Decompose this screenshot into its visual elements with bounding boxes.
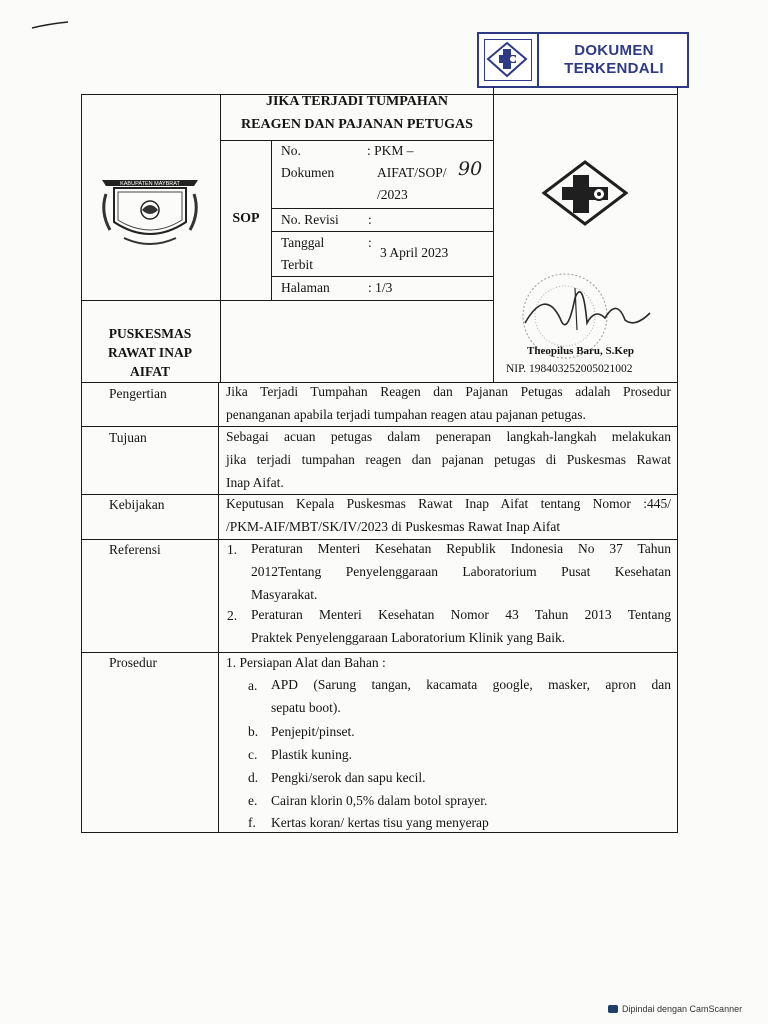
halaman-value: : 1/3 <box>368 280 393 295</box>
prosedur-item-f-letter: f. <box>248 815 256 830</box>
no-dokumen-value-3: /2023 <box>377 187 408 202</box>
header-col-divider-1 <box>220 94 221 383</box>
org-name-line-2: RAWAT INAP <box>108 345 192 360</box>
referensi-item-1 <box>251 537 671 606</box>
revisi-row-bottom <box>271 231 494 232</box>
org-name-line-3: AIFAT <box>130 364 170 379</box>
camscanner-icon <box>608 1005 618 1013</box>
tanggal-label-2: Terbit <box>281 257 314 272</box>
sop-label: SOP <box>232 211 260 226</box>
pen-mark <box>30 14 70 34</box>
referensi-item-1-number: 1. <box>227 542 238 557</box>
tujuan-line-1: Sebagai acuan petugas dalam penerapan langkah-langkah melakukan <box>226 429 671 444</box>
prosedur-item-d-letter: d. <box>248 770 259 785</box>
tujuan-text <box>226 425 671 494</box>
tujuan-line-3: Inap Aifat. <box>226 475 284 490</box>
puskesmas-logo <box>540 160 630 226</box>
tanggal-colon: : <box>368 235 372 250</box>
health-cross-icon <box>484 39 532 81</box>
no-dokumen-label-2: Dokumen <box>281 165 335 180</box>
no-dokumen-value-2: AIFAT/SOP/ <box>377 165 447 180</box>
scanner-watermark <box>608 1004 742 1014</box>
stamp-divider <box>537 34 539 86</box>
prosedur-item-c-text: Plastik kuning. <box>271 747 353 762</box>
pengertian-line-1: Jika Terjadi Tumpahan Reagen dan Pajanan Petugas adalah Prosedur <box>226 384 671 399</box>
prosedur-item-e-letter: e. <box>248 793 258 808</box>
referensi-item-2-line-2: Praktek Penyelenggaraan Laboratorium Klinik yang Baik. <box>251 630 566 645</box>
referensi-item-2 <box>251 603 671 649</box>
no-dokumen-handwritten: 90 <box>458 158 483 180</box>
prosedur-item-f-text: Kertas koran/ kertas tisu yang menyerap <box>271 815 489 830</box>
tujuan-label: Tujuan <box>109 430 147 445</box>
referensi-label: Referensi <box>109 542 161 557</box>
prosedur-item-a <box>271 673 671 719</box>
kebijakan-line-2: /PKM-AIF/MBT/SK/IV/2023 di Puskesmas Rawat Inap Aifat <box>226 519 561 534</box>
referensi-row-bottom <box>81 652 678 653</box>
prosedur-item-d-text: Pengki/serok dan sapu kecil. <box>271 770 426 785</box>
pengertian-line-2: penanganan apabila terjadi tumpahan reagen atau pajanan petugas. <box>226 407 586 422</box>
scanner-text: Dipindai dengan CamScanner <box>622 1004 743 1014</box>
no-dokumen-value-1: : PKM – <box>367 143 414 158</box>
pengertian-text <box>226 380 671 426</box>
controlled-document-stamp <box>477 32 689 88</box>
referensi-item-2-number: 2. <box>227 608 238 623</box>
referensi-item-2-line-1: Peraturan Menteri Kesehatan Nomor 43 Tahun 2013 Tentang <box>251 607 671 622</box>
pengertian-label: Pengertian <box>109 386 167 401</box>
kebijakan-label: Kebijakan <box>109 497 165 512</box>
prosedur-item-a-line-2: sepatu boot). <box>271 700 341 715</box>
revisi-label: No. Revisi <box>281 212 339 227</box>
halaman-label: Halaman <box>281 280 330 295</box>
kebijakan-line-1: Keputusan Kepala Puskesmas Rawat Inap Aifat tentang Nomor :445/ <box>226 496 671 511</box>
crest-text: KABUPATEN MAYBRAT <box>120 181 180 187</box>
prosedur-item-b-text: Penjepit/pinset. <box>271 724 355 739</box>
referensi-item-1-line-1: Peraturan Menteri Kesehatan Republik Indonesia No 37 Tahun <box>251 541 671 556</box>
signatory-nip: NIP. 198403252005021002 <box>506 363 633 375</box>
tanggal-row-bottom <box>271 276 494 277</box>
prosedur-item-b-letter: b. <box>248 724 259 739</box>
tujuan-line-2: jika terjadi tumpahan reagen dan pajanan petugas di Puskesmas Rawat <box>226 452 671 467</box>
body-col-divider <box>218 382 219 833</box>
tanggal-label-1: Tanggal <box>281 235 325 250</box>
stamp-line-1: DOKUMEN <box>574 42 654 59</box>
meta-section-bottom <box>81 300 494 301</box>
referensi-item-1-line-3: Masyarakat. <box>251 587 318 602</box>
no-dokumen-label-1: No. <box>281 143 301 158</box>
org-name-line-1: PUSKESMAS <box>108 326 192 341</box>
prosedur-heading: 1. Persiapan Alat dan Bahan : <box>226 655 386 670</box>
prosedur-item-a-letter: a. <box>248 678 258 693</box>
table-border-right <box>677 87 678 833</box>
table-border-left <box>81 94 82 833</box>
no-dokumen-row-bottom <box>271 208 494 209</box>
signatory-name: Theopilus Baru, S.Kep <box>527 345 634 357</box>
referensi-item-1-line-2: 2012Tentang Penyelenggaraan Laboratorium Pusat Kesehatan <box>251 564 671 579</box>
prosedur-label: Prosedur <box>109 655 157 670</box>
revisi-value: : <box>368 212 372 227</box>
regency-crest-logo <box>96 172 204 252</box>
prosedur-item-a-line-1: APD (Sarung tangan, kacamata google, masker, apron dan <box>271 677 671 692</box>
prosedur-item-c-letter: c. <box>248 747 258 762</box>
document-title-line-1: JIKA TERJADI TUMPAHAN <box>265 94 449 109</box>
stamp-line-2: TERKENDALI <box>564 60 664 77</box>
tanggal-value: 3 April 2023 <box>380 245 449 260</box>
document-title-line-2: REAGEN DAN PAJANAN PETUGAS <box>241 117 473 132</box>
title-row-bottom <box>220 140 494 141</box>
stamp-text <box>541 42 687 78</box>
prosedur-item-e-text: Cairan klorin 0,5% dalam botol sprayer. <box>271 793 488 808</box>
table-border-bottom <box>81 832 678 833</box>
kebijakan-text <box>226 492 671 538</box>
